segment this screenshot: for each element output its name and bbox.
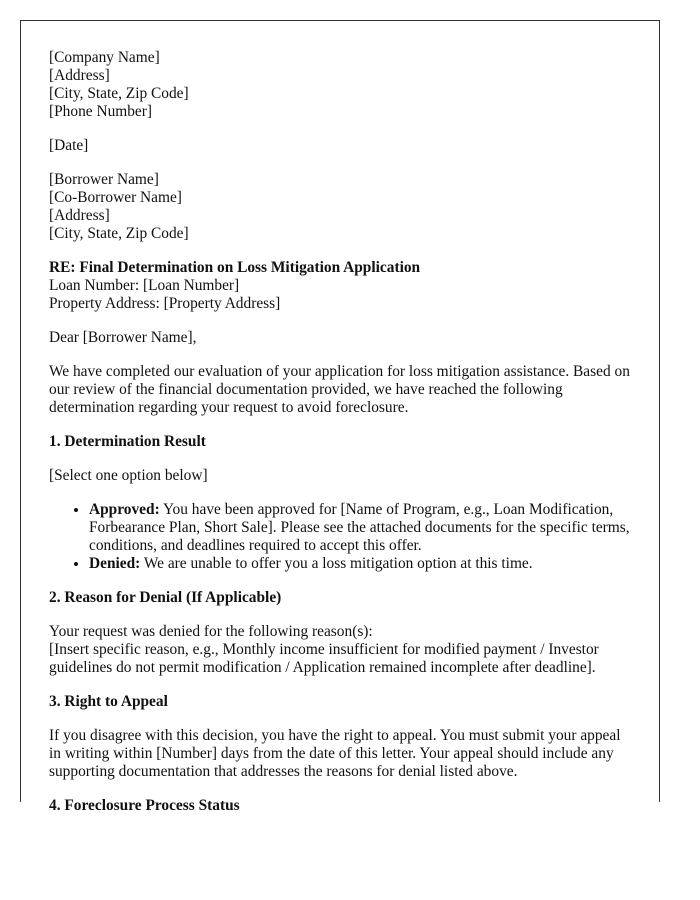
section-heading-foreclosure-status: 4. Foreclosure Process Status [49,797,240,814]
document-page [20,20,660,814]
recipient-co-borrower: [Co-Borrower Name] [49,189,182,206]
subject-loan-number: Loan Number: [Loan Number] [49,277,240,294]
option-denied-label: Denied: [89,555,141,572]
sender-company: [Company Name] [49,49,160,66]
recipient-borrower: [Borrower Name] [49,171,159,188]
sender-phone: [Phone Number] [49,103,153,120]
option-denied-text: We are unable to offer you a loss mitigation option at this time. [140,555,533,572]
sender-city-state-zip: [City, State, Zip Code] [49,85,189,102]
sender-address: [Address] [49,67,110,84]
denial-reason-paragraph [49,623,631,677]
appeal-paragraph: If you disagree with this decision, you have the right to appeal. You must submit your appeal in writing within [Number] days from the date of this letter. Your appeal should include any supporting documentation that addresses the reasons for denial listed above. [49,727,621,780]
option-denied [89,555,631,573]
section-heading-appeal: 3. Right to Appeal [49,693,168,710]
salutation: Dear [Borrower Name], [49,329,197,346]
option-approved-label: Approved: [89,501,160,518]
determination-instruction: [Select one option below] [49,467,208,484]
subject-re: RE: Final Determination on Loss Mitigation Application [49,259,421,276]
section-heading-denial-reason: 2. Reason for Denial (If Applicable) [49,589,282,606]
denial-reason-intro: Your request was denied for the following reason(s): [49,623,373,640]
option-approved [89,501,631,555]
denial-reason-detail: [Insert specific reason, e.g., Monthly income insufficient for modified payment / Investor guidelines do not permit modification / Application remained incomplete after deadline]. [49,641,599,676]
section-heading-determination: 1. Determination Result [49,433,206,450]
letter-date: [Date] [49,137,89,154]
recipient-address: [Address] [49,207,110,224]
letter-body [21,21,659,815]
determination-options [49,501,631,573]
intro-paragraph: We have completed our evaluation of your application for loss mitigation assistance. Based on our review of the financial documentation provided, we have reached the following determination regarding your request to avoid foreclosure. [49,363,630,416]
sender-block [49,49,631,121]
recipient-block [49,171,631,243]
subject-block [49,259,631,313]
subject-property-address: Property Address: [Property Address] [49,295,281,312]
option-approved-text: You have been approved for [Name of Program, e.g., Loan Modification, Forbearance Plan, Short Sale]. Please see the attached documents for the specific terms, conditions, and deadlines required to accept this offer. [89,501,630,554]
recipient-city-state-zip: [City, State, Zip Code] [49,225,189,242]
